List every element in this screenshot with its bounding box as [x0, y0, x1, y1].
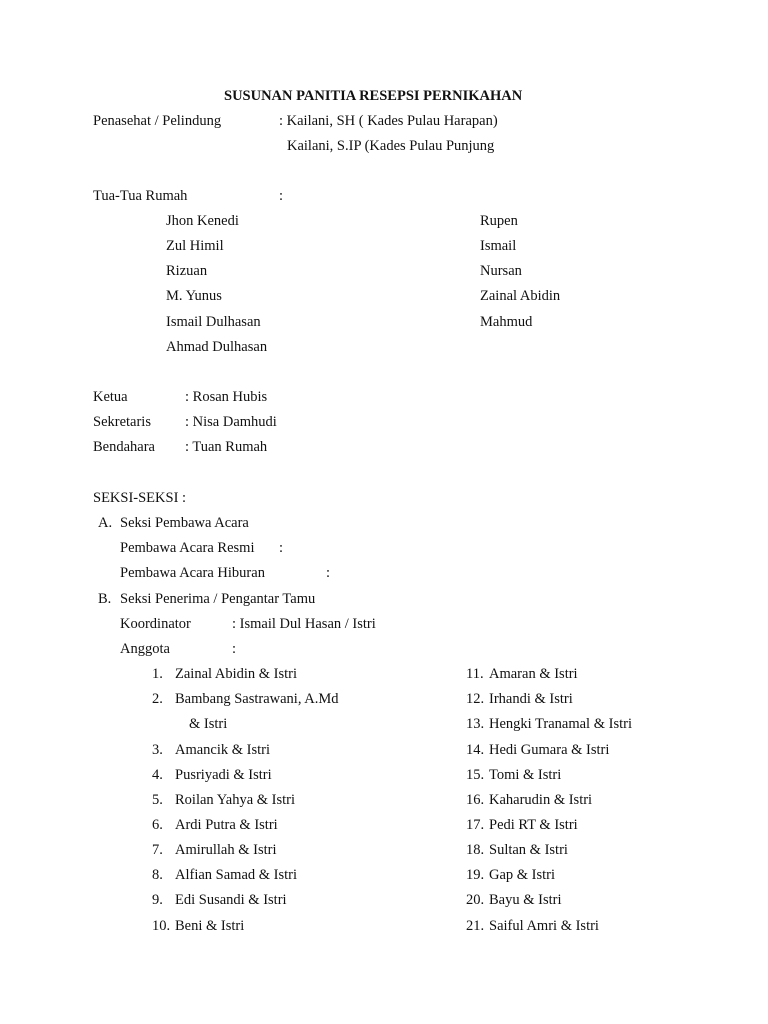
anggota-name: Ardi Putra & Istri [175, 817, 278, 833]
anggota-name: Hengki Tranamal & Istri [489, 716, 632, 732]
anggota-name: Zainal Abidin & Istri [175, 666, 298, 682]
penasehat-label: Penasehat / Pelindung [93, 113, 222, 129]
penasehat-value-1: : Kailani, SH ( Kades Pulau Harapan) [279, 113, 498, 129]
anggota-name: Tomi & Istri [489, 767, 562, 783]
koordinator-label: Koordinator [120, 616, 191, 632]
tua-tua-left-item: Zul Himil [166, 238, 224, 254]
anggota-number: 4. [152, 767, 163, 783]
tua-tua-right-item: Mahmud [480, 314, 533, 330]
anggota-number: 7. [152, 842, 163, 858]
tua-tua-label: Tua-Tua Rumah [93, 188, 188, 204]
ketua-label: Ketua [93, 389, 128, 405]
tua-tua-left-item: Ismail Dulhasan [166, 314, 261, 330]
seksi-heading: SEKSI-SEKSI : [93, 490, 187, 506]
anggota-number: 5. [152, 792, 163, 808]
anggota-number: 10. [152, 918, 171, 934]
anggota-name: Pedi RT & Istri [489, 817, 578, 833]
sekretaris-value: : Nisa Damhudi [185, 414, 277, 430]
pembawa-acara-hiburan-label: Pembawa Acara Hiburan [120, 565, 265, 581]
tua-tua-left-item: Ahmad Dulhasan [166, 339, 268, 355]
document-title: SUSUNAN PANITIA RESEPSI PERNIKAHAN [224, 88, 523, 104]
tua-tua-left-item: Jhon Kenedi [166, 213, 239, 229]
tua-tua-right-item: Ismail [480, 238, 517, 254]
anggota-name: Amaran & Istri [489, 666, 578, 682]
tua-tua-right-item: Zainal Abidin [480, 288, 561, 304]
koordinator-value: : Ismail Dul Hasan / Istri [232, 616, 376, 632]
anggota-number: 9. [152, 892, 163, 908]
pembawa-acara-hiburan-colon: : [326, 565, 331, 581]
anggota-name: Edi Susandi & Istri [175, 892, 287, 908]
anggota-number: 13. [466, 716, 485, 732]
tua-tua-left-item: Rizuan [166, 263, 208, 279]
pembawa-acara-resmi-colon: : [279, 540, 284, 556]
anggota-number: 18. [466, 842, 485, 858]
anggota-name: Gap & Istri [489, 867, 556, 883]
tua-tua-colon: : [279, 188, 284, 204]
anggota-name: Amancik & Istri [175, 742, 271, 758]
anggota-name: Beni & Istri [175, 918, 245, 934]
penasehat-value-2: Kailani, S.IP (Kades Pulau Punjung [287, 138, 495, 154]
seksi-a-letter: A. [98, 515, 113, 531]
anggota-number: 20. [466, 892, 485, 908]
bendahara-label: Bendahara [93, 439, 155, 455]
anggota-name: Irhandi & Istri [489, 691, 573, 707]
anggota-name: Bayu & Istri [489, 892, 562, 908]
sekretaris-label: Sekretaris [93, 414, 151, 430]
anggota-name: Sultan & Istri [489, 842, 568, 858]
anggota-number: 2. [152, 691, 163, 707]
anggota-number: 17. [466, 817, 485, 833]
anggota-number: 11. [466, 666, 484, 682]
anggota-number: 8. [152, 867, 163, 883]
anggota-name: Roilan Yahya & Istri [175, 792, 296, 808]
tua-tua-right-item: Nursan [480, 263, 522, 279]
tua-tua-left-item: M. Yunus [166, 288, 222, 304]
anggota-number: 15. [466, 767, 485, 783]
tua-tua-right-item: Rupen [480, 213, 518, 229]
anggota-number: 6. [152, 817, 163, 833]
anggota-colon: : [232, 641, 237, 657]
anggota-label: Anggota [120, 641, 170, 657]
anggota-number: 19. [466, 867, 485, 883]
anggota-name-continuation: & Istri [189, 716, 228, 732]
anggota-name: Alfian Samad & Istri [175, 867, 298, 883]
ketua-value: : Rosan Hubis [185, 389, 268, 405]
seksi-b-letter: B. [98, 591, 112, 607]
bendahara-value: : Tuan Rumah [185, 439, 268, 455]
anggota-name: Amirullah & Istri [175, 842, 277, 858]
anggota-number: 21. [466, 918, 485, 934]
anggota-name: Pusriyadi & Istri [175, 767, 272, 783]
pembawa-acara-resmi-label: Pembawa Acara Resmi [120, 540, 255, 556]
anggota-name: Saiful Amri & Istri [489, 918, 599, 934]
anggota-number: 12. [466, 691, 485, 707]
anggota-name: Hedi Gumara & Istri [489, 742, 610, 758]
seksi-b-title: Seksi Penerima / Pengantar Tamu [120, 591, 316, 607]
anggota-name: Bambang Sastrawani, A.Md [175, 691, 339, 707]
anggota-number: 14. [466, 742, 485, 758]
seksi-a-title: Seksi Pembawa Acara [120, 515, 249, 531]
anggota-number: 16. [466, 792, 485, 808]
anggota-number: 1. [152, 666, 163, 682]
anggota-name: Kaharudin & Istri [489, 792, 593, 808]
anggota-number: 3. [152, 742, 163, 758]
